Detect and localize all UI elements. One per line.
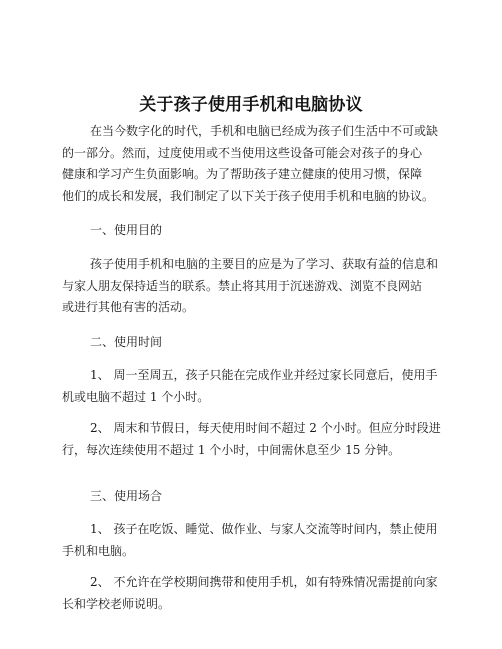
item-line: 长和学校老师说明。 xyxy=(62,596,171,611)
time-item-1 xyxy=(62,365,437,408)
paragraph-line: 或进行其他有害的活动。 xyxy=(62,300,195,315)
intro-line: 他们的成长和发展，我们制定了以下关于孩子使用手机和电脑的协议。 xyxy=(62,188,435,203)
item-line: 手机和电脑。 xyxy=(62,543,135,558)
intro-line: 在当今数字化的时代，手机和电脑已经成为孩子们生活中不可或缺 xyxy=(90,124,439,138)
intro-line: 的一部分。然而，过度使用或不当使用这些设备可能会对孩子的身心 xyxy=(62,145,423,160)
item-line: 机或电脑不超过 1 个小时。 xyxy=(62,389,210,404)
section-purpose-paragraph xyxy=(62,254,438,319)
paragraph-line: 孩子使用手机和电脑的主要目的应是为了学习、获取有益的信息和 xyxy=(90,257,439,271)
intro-line: 健康和学习产生负面影响。为了帮助孩子建立健康的使用习惯，保障 xyxy=(62,167,423,182)
item-line: 1、 周一至周五，孩子只能在完成作业并经过家长同意后，使用手 xyxy=(90,368,438,382)
item-line: 行，每次连续使用不超过 1 个小时，中间需休息至少 15 分钟。 xyxy=(62,442,401,457)
place-item-1 xyxy=(62,519,437,562)
intro-paragraph xyxy=(62,121,438,207)
item-line: 2、 不允许在学校期间携带和使用手机，如有特殊情况需提前向家 xyxy=(90,575,438,589)
paragraph-line: 与家人朋友保持适当的联系。禁止将其用于沉迷游戏、浏览不良网站 xyxy=(62,278,423,293)
section-heading-time: 二、使用时间 xyxy=(90,335,163,349)
section-heading-place: 三、使用场合 xyxy=(90,489,163,503)
item-line: 1、 孩子在吃饭、睡觉、做作业、与家人交流等时间内，禁止使用 xyxy=(90,522,438,536)
item-line: 2、 周末和节假日，每天使用时间不超过 2 个小时。但应分时段进 xyxy=(90,421,441,435)
document-title: 关于孩子使用手机和电脑协议 xyxy=(139,95,363,115)
section-heading-purpose: 一、使用目的 xyxy=(90,223,163,237)
place-item-2 xyxy=(62,572,437,615)
time-item-2 xyxy=(62,418,441,461)
